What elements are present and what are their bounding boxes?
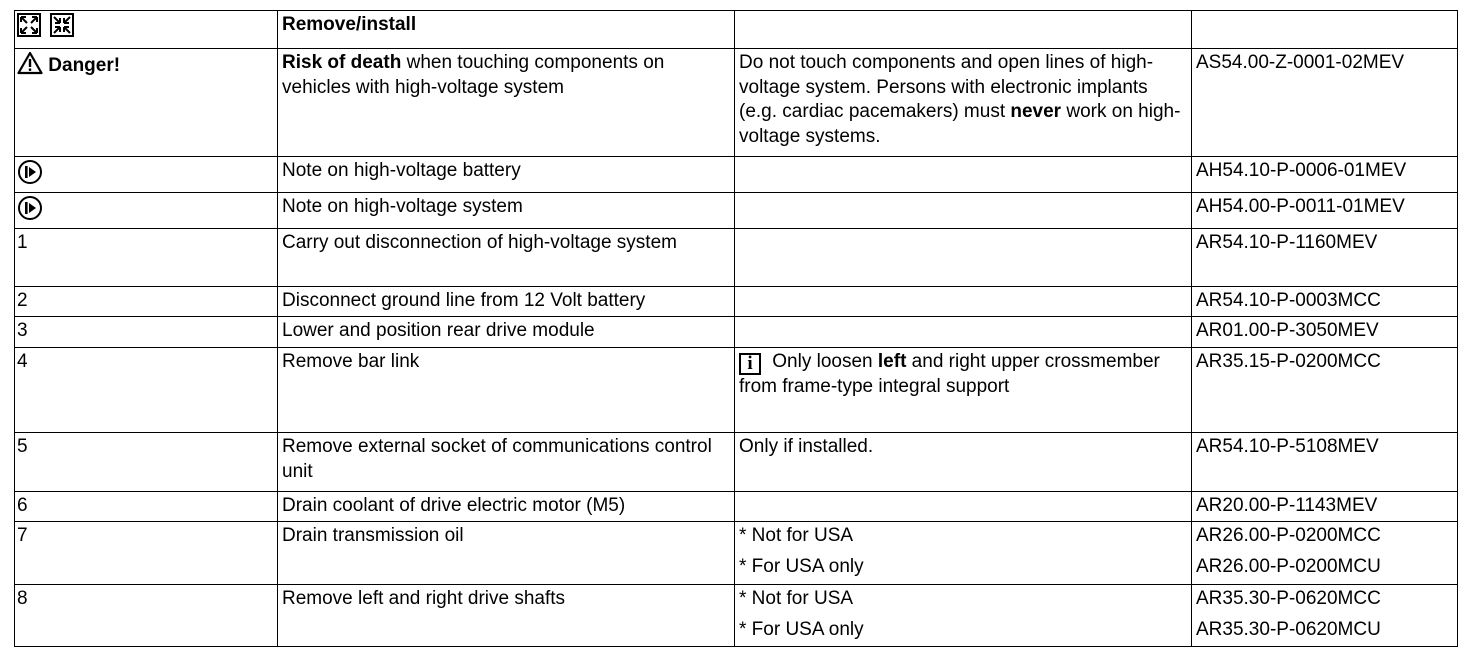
step-ref[interactable]: AR54.10-P-5108MEV [1192, 433, 1458, 492]
info-icon: i [739, 353, 761, 375]
step-ref-cell [1192, 522, 1458, 585]
danger-ref[interactable]: AS54.00-Z-0001-02MEV [1192, 49, 1458, 157]
note-icon [17, 195, 43, 221]
remark-bold: left [877, 351, 907, 372]
step-text: Drain transmission oil [278, 522, 735, 585]
step-text: Drain coolant of drive electric motor (M5) [278, 492, 735, 522]
step-remark [735, 492, 1192, 522]
remark-line: * For USA only [739, 618, 864, 640]
note-row [15, 157, 1458, 193]
remark-line: * Not for USA [739, 588, 854, 609]
step-row [15, 585, 1458, 647]
danger-measure-text-end: work on high-voltage systems. [739, 101, 1181, 147]
danger-risk-text: when touching components on vehicles with high-voltage system [282, 52, 665, 98]
remove-icon [17, 13, 41, 37]
step-text: Remove external socket of communications control unit [278, 433, 735, 492]
step-number: 5 [15, 433, 278, 492]
warning-icon [17, 51, 43, 75]
step-row [15, 433, 1458, 492]
step-number: 4 [15, 348, 278, 433]
remark-text-end: and right upper crossmember from frame-type integral support [739, 351, 1160, 397]
step-ref[interactable]: AR35.30-P-0620MCC [1196, 588, 1381, 609]
procedure-table [14, 10, 1458, 647]
danger-risk-cell [278, 49, 735, 157]
install-icon [50, 13, 74, 37]
step-row [15, 522, 1458, 585]
remark-text: Only loosen [767, 351, 878, 372]
step-ref[interactable]: AR35.30-P-0620MCU [1196, 618, 1381, 640]
step-text: Remove left and right drive shafts [278, 585, 735, 647]
danger-measure-text: Do not touch components and open lines of high-voltage system. Persons with electronic implants (e.g. cardiac pacemakers) must [739, 52, 1154, 122]
step-row [15, 492, 1458, 522]
danger-row [15, 49, 1458, 157]
note-icon-cell [15, 193, 278, 229]
step-remark [735, 348, 1192, 433]
remark-line: * For USA only [739, 555, 864, 577]
header-row [15, 11, 1458, 49]
step-ref[interactable]: AR54.10-P-0003MCC [1192, 287, 1458, 317]
step-number: 2 [15, 287, 278, 317]
step-text: Disconnect ground line from 12 Volt battery [278, 287, 735, 317]
step-row [15, 287, 1458, 317]
step-number: 3 [15, 317, 278, 348]
step-ref[interactable]: AR35.15-P-0200MCC [1192, 348, 1458, 433]
step-ref[interactable]: AR01.00-P-3050MEV [1192, 317, 1458, 348]
note-empty-remark [735, 157, 1192, 193]
step-row [15, 229, 1458, 287]
remark-line: * Not for USA [739, 525, 854, 546]
danger-label: Danger! [48, 55, 121, 76]
step-ref[interactable]: AR26.00-P-0200MCU [1196, 555, 1381, 577]
step-ref[interactable]: AR26.00-P-0200MCC [1196, 525, 1381, 546]
danger-label-cell [15, 49, 278, 157]
step-text: Lower and position rear drive module [278, 317, 735, 348]
note-icon [17, 159, 43, 185]
step-number: 8 [15, 585, 278, 647]
step-remark [735, 522, 1192, 585]
step-remark [735, 585, 1192, 647]
step-text: Carry out disconnection of high-voltage system [278, 229, 735, 287]
danger-measure-bold: never [1010, 101, 1062, 122]
step-number: 6 [15, 492, 278, 522]
danger-risk-bold: Risk of death [282, 52, 402, 73]
step-number: 7 [15, 522, 278, 585]
step-row [15, 317, 1458, 348]
step-row [15, 348, 1458, 433]
note-icon-cell [15, 157, 278, 193]
step-text: Remove bar link [278, 348, 735, 433]
note-ref[interactable]: AH54.10-P-0006-01MEV [1192, 157, 1458, 193]
step-remark [735, 317, 1192, 348]
danger-measure-cell [735, 49, 1192, 157]
step-remark: Only if installed. [735, 433, 1192, 492]
note-ref[interactable]: AH54.00-P-0011-01MEV [1192, 193, 1458, 229]
header-title: Remove/install [278, 11, 735, 49]
step-remark [735, 229, 1192, 287]
header-empty-remark [735, 11, 1192, 49]
header-icons-cell [15, 11, 278, 49]
step-number: 1 [15, 229, 278, 287]
step-ref-cell [1192, 585, 1458, 647]
step-remark [735, 287, 1192, 317]
header-empty-ref [1192, 11, 1458, 49]
step-ref[interactable]: AR54.10-P-1160MEV [1192, 229, 1458, 287]
note-text: Note on high-voltage system [278, 193, 735, 229]
note-row [15, 193, 1458, 229]
note-empty-remark [735, 193, 1192, 229]
step-ref[interactable]: AR20.00-P-1143MEV [1192, 492, 1458, 522]
note-text: Note on high-voltage battery [278, 157, 735, 193]
